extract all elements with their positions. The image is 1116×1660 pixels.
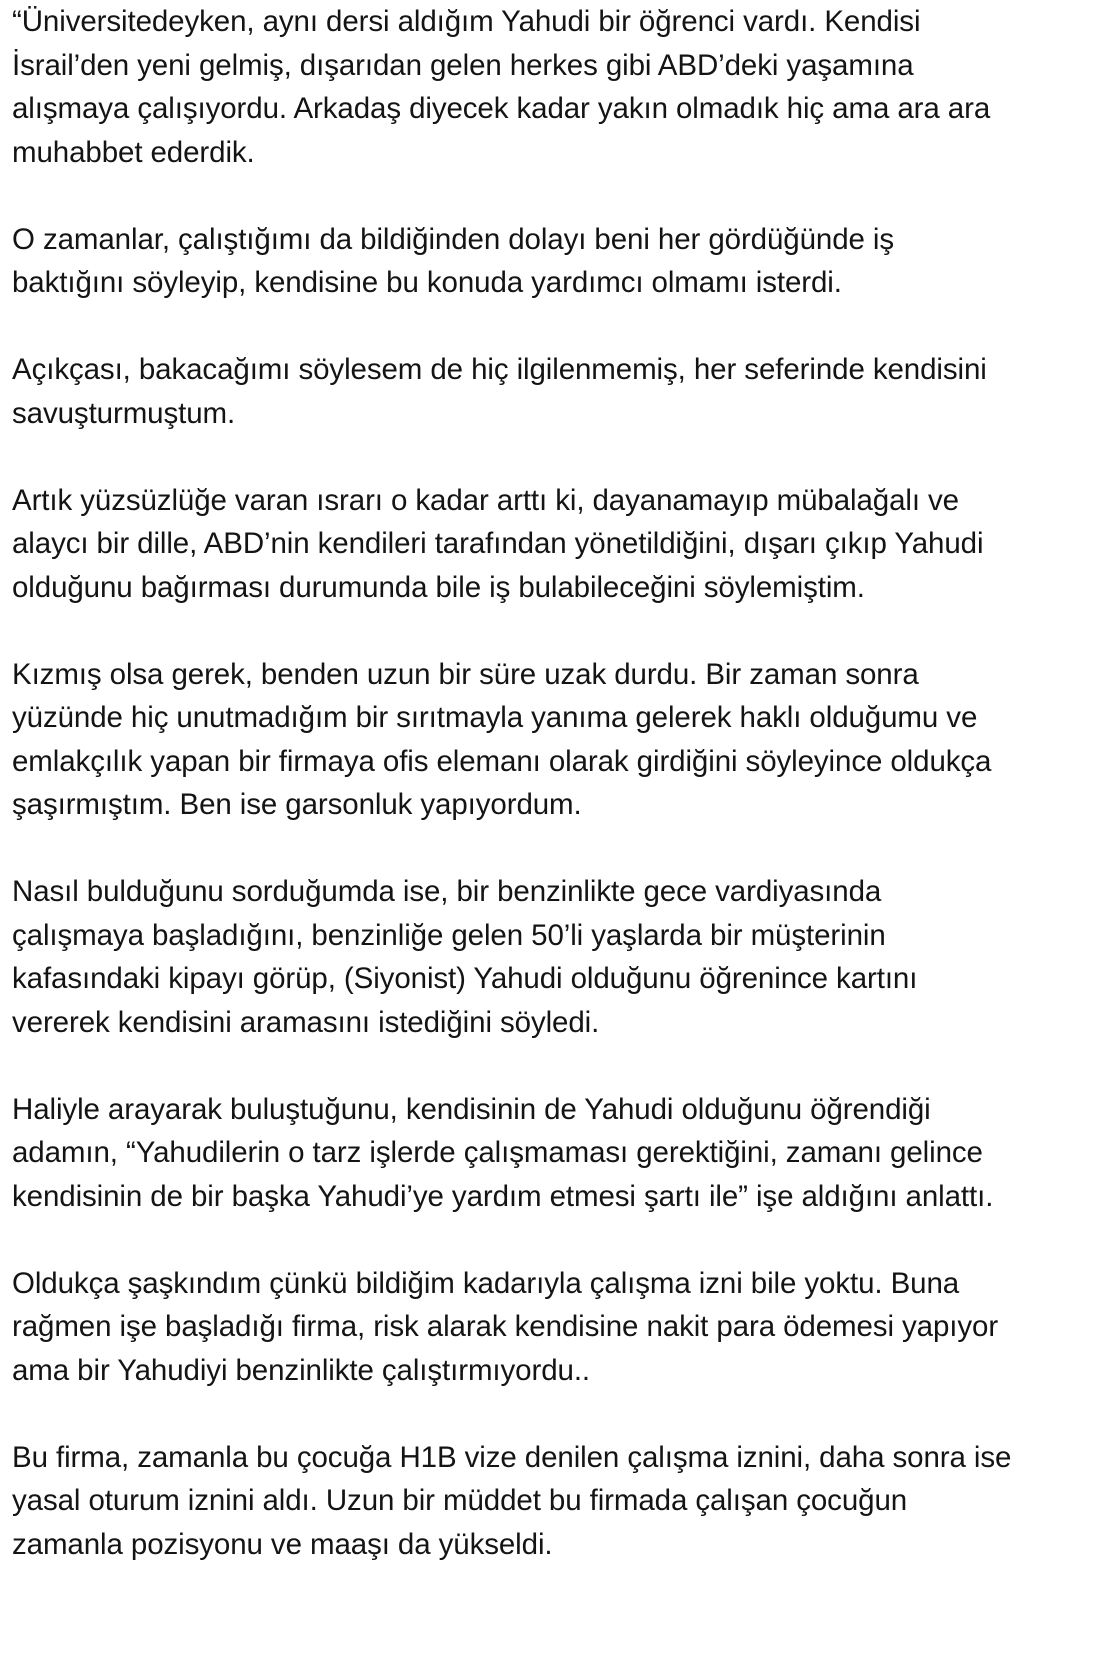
paragraph-8: Oldukça şaşkındım çünkü bildiğim kadarıyla çalışma izni bile yoktu. Buna rağmen işe başladığı firma, risk alarak kendisine nakit para ödemesi yapıyor ama bir Yahudiyi benzinlikte çalıştırmıyordu.. — [12, 1266, 999, 1387]
paragraph-7: Haliyle arayarak buluştuğunu, kendisinin de Yahudi olduğunu öğrendiği adamın, “Yahudilerin o tarz işlerde çalışmaması gerektiğini, zamanı gelince kendisinin de bir başka Yahudi’ye yardım etmesi şartı ile” işe aldığını anlattı. — [12, 1092, 994, 1213]
paragraph-2: O zamanlar, çalıştığımı da bildiğinden dolayı beni her gördüğünde iş baktığını söyleyip, kendisine bu konuda yardımcı olmamı isterdi. — [12, 222, 895, 299]
paragraph-4: Artık yüzsüzlüğe varan ısrarı o kadar arttı ki, dayanamayıp mübalağalı ve alaycı bir dille, ABD’nin kendileri tarafından yönetildiğini, dışarı çıkıp Yahudi olduğunu bağırması durumunda bile iş bulabileceğini söylemiştim. — [12, 483, 984, 604]
document-body — [12, 0, 1110, 1566]
paragraph-3: Açıkçası, bakacağımı söylesem de hiç ilgilenmemiş, her seferinde kendisini savuşturmuştum. — [12, 353, 987, 430]
paragraph-6: Nasıl bulduğunu sorduğumda ise, bir benzinlikte gece vardiyasında çalışmaya başladığını, benzinliğe gelen 50’li yaşlarda bir müşterinin kafasındaki kipayı görüp, (Siyonist) Yahudi olduğunu öğrenince kartını vererek kendisini aramasını istediğini söyledi. — [12, 875, 918, 1039]
paragraph-9: Bu firma, zamanla bu çocuğa H1B vize denilen çalışma iznini, daha sonra ise yasal oturum iznini aldı. Uzun bir müddet bu firmada çalışan çocuğun zamanla pozisyonu ve maaşı da yükseldi. — [12, 1440, 1012, 1561]
paragraph-1: “Üniversitedeyken, aynı dersi aldığım Yahudi bir öğrenci vardı. Kendisi İsrail’den yeni gelmiş, dışarıdan gelen herkes gibi ABD’deki yaşamına alışmaya çalışıyordu. Arkadaş diyecek kadar yakın olmadık hiç ama ara ara muhabbet ederdik. — [12, 5, 991, 169]
paragraph-5: Kızmış olsa gerek, benden uzun bir süre uzak durdu. Bir zaman sonra yüzünde hiç unutmadığım bir sırıtmayla yanıma gelerek haklı olduğumu ve emlakçılık yapan bir firmaya ofis elemanı olarak girdiğini söyleyince oldukça şaşırmıştım. Ben ise garsonluk yapıyordum. — [12, 657, 992, 821]
